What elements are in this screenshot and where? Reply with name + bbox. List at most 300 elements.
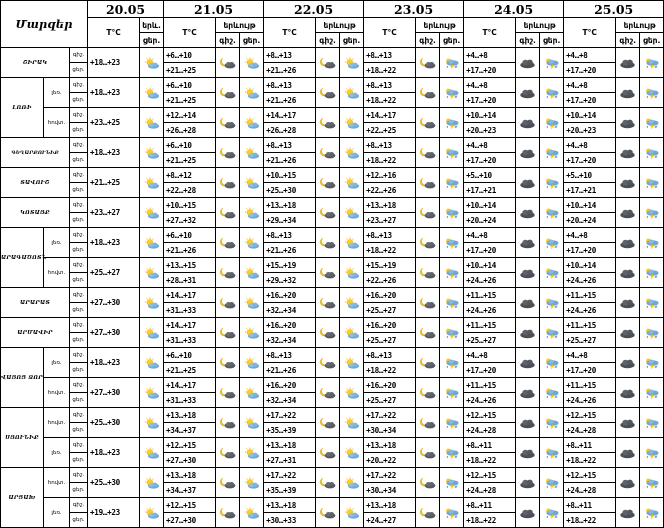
day-weather-icon xyxy=(240,138,264,168)
period-label: ցեր. xyxy=(70,483,88,498)
night-weather-icon xyxy=(516,198,540,228)
temp-range: +8…+12 xyxy=(164,168,216,183)
day-weather-icon xyxy=(340,228,364,258)
temp-range: +21…+25 xyxy=(88,168,140,198)
day-weather-icon xyxy=(640,258,664,288)
temp-range: +31…+33 xyxy=(164,333,216,348)
temp-range: +8…+13 xyxy=(364,48,416,63)
region-name: ՏԱՎՈՒՇ xyxy=(1,168,70,198)
night-weather-icon xyxy=(516,288,540,318)
temp-range: +24…+26 xyxy=(464,393,516,408)
subregion-label: լեռ. xyxy=(44,498,70,528)
temp-range: +22…+26 xyxy=(364,273,416,288)
temp-range: +4…+8 xyxy=(564,48,616,63)
temp-range: +13…+18 xyxy=(164,468,216,483)
temp-range: +34…+37 xyxy=(164,423,216,438)
day-weather-icon xyxy=(340,378,364,408)
night-weather-icon xyxy=(216,408,240,438)
temp-range: +17…+20 xyxy=(464,153,516,168)
temp-range: +12…+14 xyxy=(164,108,216,123)
temp-range: +10…+14 xyxy=(464,258,516,273)
day-weather-icon xyxy=(440,438,464,468)
day-weather-icon xyxy=(440,408,464,438)
temp-range: +25…+27 xyxy=(364,393,416,408)
period-label: գիշ. xyxy=(70,138,88,153)
day-weather-icon xyxy=(540,498,564,528)
weather-icon xyxy=(140,258,164,288)
day-weather-icon xyxy=(240,378,264,408)
night-weather-icon xyxy=(316,378,340,408)
weather-icon xyxy=(140,48,164,78)
temp-range: +21…+26 xyxy=(264,93,316,108)
temp-range: +15…+19 xyxy=(364,258,416,273)
period-label: գիշ. xyxy=(70,198,88,213)
day-weather-icon xyxy=(340,78,364,108)
temp-range: +20…+22 xyxy=(364,453,416,468)
night-weather-icon xyxy=(216,138,240,168)
temp-range: +19…+23 xyxy=(88,498,140,528)
night-header: գիշ. xyxy=(416,33,440,48)
day-weather-icon xyxy=(640,288,664,318)
date-3: 23.05 xyxy=(364,1,464,18)
temp-range: +11…+15 xyxy=(564,318,616,333)
temp-range: +18…+22 xyxy=(364,63,416,78)
table-row xyxy=(1,48,664,63)
temp-range: +26…+28 xyxy=(164,123,216,138)
temp-header: T°C xyxy=(88,18,140,48)
temp-range: +8…+11 xyxy=(464,498,516,513)
temp-range: +17…+21 xyxy=(564,183,616,198)
regions-header: Մարզեր xyxy=(1,1,88,48)
day-weather-icon xyxy=(640,198,664,228)
table-row xyxy=(1,288,664,303)
temp-range: +4…+8 xyxy=(464,78,516,93)
temp-range: +35…+39 xyxy=(264,423,316,438)
day-weather-icon xyxy=(440,288,464,318)
temp-range: +13…+18 xyxy=(264,198,316,213)
temp-range: +21…+26 xyxy=(264,63,316,78)
night-weather-icon xyxy=(316,78,340,108)
day-weather-icon xyxy=(340,108,364,138)
day-header: ցեր. xyxy=(540,33,564,48)
temp-range: +21…+26 xyxy=(264,153,316,168)
subregion-label: հովտ. xyxy=(44,108,70,138)
temp-range: +8…+13 xyxy=(264,78,316,93)
night-weather-icon xyxy=(616,498,640,528)
region-name: ՇԻՐԱԿ xyxy=(1,48,70,78)
night-weather-icon xyxy=(616,228,640,258)
day-weather-icon xyxy=(240,108,264,138)
temp-range: +8…+13 xyxy=(264,138,316,153)
day-weather-icon xyxy=(240,198,264,228)
period-label: գիշ. xyxy=(70,48,88,63)
temp-range: +17…+20 xyxy=(464,363,516,378)
temp-range: +4…+8 xyxy=(564,228,616,243)
table-row xyxy=(1,468,664,483)
day-weather-icon xyxy=(240,168,264,198)
temp-range: +17…+20 xyxy=(564,363,616,378)
night-weather-icon xyxy=(616,198,640,228)
weather-icon xyxy=(140,108,164,138)
temp-range: +16…+20 xyxy=(264,288,316,303)
temp-range: +18…+23 xyxy=(88,138,140,168)
night-weather-icon xyxy=(316,228,340,258)
temp-range: +17…+22 xyxy=(364,408,416,423)
night-weather-icon xyxy=(416,498,440,528)
temp-range: +25…+30 xyxy=(264,183,316,198)
day-weather-icon xyxy=(340,288,364,318)
night-weather-icon xyxy=(616,318,640,348)
temp-header: T°C xyxy=(264,18,316,48)
night-weather-icon xyxy=(516,378,540,408)
temp-range: +24…+26 xyxy=(464,303,516,318)
temp-range: +16…+20 xyxy=(364,378,416,393)
table-row xyxy=(1,378,664,393)
temp-range: +17…+21 xyxy=(464,183,516,198)
day-weather-icon xyxy=(440,258,464,288)
day-weather-icon xyxy=(440,48,464,78)
period-label: գիշ. xyxy=(70,318,88,333)
night-weather-icon xyxy=(216,258,240,288)
table-row xyxy=(1,168,664,183)
period-label: ցեր. xyxy=(70,513,88,528)
temp-range: +20…+23 xyxy=(564,123,616,138)
night-weather-icon xyxy=(516,468,540,498)
day-weather-icon xyxy=(340,348,364,378)
day-weather-icon xyxy=(640,438,664,468)
day-header: ցեր. xyxy=(640,33,664,48)
day-weather-icon xyxy=(540,348,564,378)
day-weather-icon xyxy=(440,168,464,198)
temp-range: +6…+10 xyxy=(164,78,216,93)
night-weather-icon xyxy=(516,168,540,198)
day-weather-icon xyxy=(540,438,564,468)
temp-range: +17…+20 xyxy=(464,93,516,108)
temp-range: +13…+18 xyxy=(264,438,316,453)
night-weather-icon xyxy=(316,498,340,528)
temp-range: +18…+22 xyxy=(364,93,416,108)
night-weather-icon xyxy=(416,408,440,438)
temp-range: +18…+22 xyxy=(364,363,416,378)
night-weather-icon xyxy=(316,198,340,228)
weather-icon xyxy=(140,288,164,318)
temp-range: +8…+11 xyxy=(564,498,616,513)
day-weather-icon xyxy=(240,468,264,498)
temp-range: +10…+15 xyxy=(264,168,316,183)
period-label: ցեր. xyxy=(70,423,88,438)
night-weather-icon xyxy=(416,78,440,108)
night-weather-icon xyxy=(316,288,340,318)
day-weather-icon xyxy=(640,78,664,108)
temp-range: +8…+13 xyxy=(264,48,316,63)
night-weather-icon xyxy=(316,438,340,468)
temp-range: +22…+26 xyxy=(364,183,416,198)
temp-range: +6…+10 xyxy=(164,348,216,363)
temp-range: +14…+17 xyxy=(264,108,316,123)
night-weather-icon xyxy=(416,438,440,468)
temp-range: +18…+22 xyxy=(464,513,516,528)
temp-range: +18…+23 xyxy=(88,48,140,78)
temp-range: +30…+34 xyxy=(364,423,416,438)
temp-range: +10…+14 xyxy=(564,198,616,213)
period-label: գիշ. xyxy=(70,408,88,423)
period-label: գիշ. xyxy=(70,108,88,123)
day-weather-icon xyxy=(540,468,564,498)
weather-icon xyxy=(140,78,164,108)
temp-range: +16…+20 xyxy=(264,378,316,393)
night-weather-icon xyxy=(216,378,240,408)
day-weather-icon xyxy=(640,228,664,258)
temp-range: +31…+33 xyxy=(164,393,216,408)
night-weather-icon xyxy=(616,78,640,108)
weather-icon xyxy=(140,438,164,468)
temp-range: +20…+24 xyxy=(564,213,616,228)
weather-icon xyxy=(140,228,164,258)
temp-range: +8…+13 xyxy=(364,228,416,243)
night-weather-icon xyxy=(416,228,440,258)
period-label: ցեր. xyxy=(70,273,88,288)
date-5: 25.05 xyxy=(564,1,664,18)
night-weather-icon xyxy=(216,228,240,258)
day-weather-icon xyxy=(240,348,264,378)
night-weather-icon xyxy=(516,228,540,258)
night-weather-icon xyxy=(216,318,240,348)
night-weather-icon xyxy=(316,408,340,438)
night-weather-icon xyxy=(616,258,640,288)
weather-icon xyxy=(140,408,164,438)
period-label: ցեր. xyxy=(70,213,88,228)
temp-range: +12…+16 xyxy=(364,168,416,183)
temp-range: +11…+15 xyxy=(564,378,616,393)
night-weather-icon xyxy=(216,288,240,318)
date-2: 22.05 xyxy=(264,1,364,18)
temp-range: +21…+26 xyxy=(264,243,316,258)
night-weather-icon xyxy=(416,318,440,348)
temp-range: +25…+27 xyxy=(564,333,616,348)
temp-range: +21…+25 xyxy=(164,153,216,168)
temp-range: +14…+17 xyxy=(364,108,416,123)
day-weather-icon xyxy=(240,48,264,78)
day-weather-icon xyxy=(640,168,664,198)
day-weather-icon xyxy=(240,438,264,468)
day-weather-icon xyxy=(540,108,564,138)
day-weather-icon xyxy=(640,378,664,408)
day-weather-icon xyxy=(540,228,564,258)
temp-range: +4…+8 xyxy=(464,138,516,153)
day-weather-icon xyxy=(240,228,264,258)
date-1: 21.05 xyxy=(164,1,264,18)
day-weather-icon xyxy=(340,438,364,468)
day-weather-icon xyxy=(540,168,564,198)
region-name: ԳԵՂԱՐՔՈՒՆԻՔ xyxy=(1,138,70,168)
temp-range: +11…+15 xyxy=(464,378,516,393)
temp-range: +6…+10 xyxy=(164,228,216,243)
temp-range: +24…+28 xyxy=(464,483,516,498)
temp-range: +5…+10 xyxy=(564,168,616,183)
temp-range: +27…+32 xyxy=(164,213,216,228)
temp-range: +18…+22 xyxy=(364,153,416,168)
day-weather-icon xyxy=(540,318,564,348)
day-weather-icon xyxy=(540,288,564,318)
night-header: գիշ. xyxy=(516,33,540,48)
day-weather-icon xyxy=(440,198,464,228)
night-weather-icon xyxy=(316,168,340,198)
period-label: ցեր. xyxy=(70,63,88,78)
night-header: գիշ. xyxy=(316,33,340,48)
day-weather-icon xyxy=(240,498,264,528)
temp-range: +8…+11 xyxy=(464,438,516,453)
period-label: գիշ. xyxy=(70,438,88,453)
table-row xyxy=(1,78,664,93)
day-weather-icon xyxy=(640,48,664,78)
temp-range: +23…+27 xyxy=(88,198,140,228)
temp-range: +30…+34 xyxy=(364,483,416,498)
temp-range: +4…+8 xyxy=(464,348,516,363)
night-weather-icon xyxy=(416,108,440,138)
temp-range: +25…+27 xyxy=(364,333,416,348)
day-weather-icon xyxy=(340,258,364,288)
temp-range: +25…+27 xyxy=(364,303,416,318)
day-weather-icon xyxy=(640,348,664,378)
phen-header: երևույթ xyxy=(516,18,564,33)
night-weather-icon xyxy=(616,108,640,138)
temp-range: +27…+31 xyxy=(264,453,316,468)
temp-range: +21…+26 xyxy=(264,363,316,378)
night-weather-icon xyxy=(216,78,240,108)
temp-range: +25…+30 xyxy=(88,408,140,438)
night-weather-icon xyxy=(516,438,540,468)
day-weather-icon xyxy=(240,408,264,438)
temp-range: +4…+8 xyxy=(464,48,516,63)
night-weather-icon xyxy=(616,138,640,168)
temp-range: +8…+13 xyxy=(264,228,316,243)
night-weather-icon xyxy=(216,348,240,378)
day-weather-icon xyxy=(640,108,664,138)
temp-range: +16…+20 xyxy=(364,288,416,303)
day-weather-icon xyxy=(540,48,564,78)
night-weather-icon xyxy=(616,468,640,498)
temp-range: +10…+14 xyxy=(564,258,616,273)
day-weather-icon xyxy=(440,78,464,108)
temp-range: +20…+23 xyxy=(464,123,516,138)
temp-range: +20…+24 xyxy=(464,213,516,228)
night-weather-icon xyxy=(516,498,540,528)
region-name: ԱՐԱԳԱԾՈՏՆ xyxy=(1,228,44,288)
day-header: ցեր. xyxy=(240,33,264,48)
period-label: գիշ. xyxy=(70,468,88,483)
temp-range: +16…+20 xyxy=(264,318,316,333)
temp-range: +17…+20 xyxy=(564,243,616,258)
subregion-label: հովտ. xyxy=(44,408,70,438)
temp-header: T°C xyxy=(564,18,616,48)
temp-range: +30…+33 xyxy=(264,513,316,528)
night-weather-icon xyxy=(616,408,640,438)
temp-range: +35…+39 xyxy=(264,483,316,498)
day-weather-icon xyxy=(340,138,364,168)
temp-range: +13…+15 xyxy=(164,258,216,273)
region-name: ԱՐՑԱԽ xyxy=(1,468,44,528)
temp-range: +8…+13 xyxy=(364,78,416,93)
period-label: ցեր. xyxy=(70,153,88,168)
temp-range: +18…+23 xyxy=(88,438,140,468)
day-weather-icon xyxy=(540,78,564,108)
temp-range: +4…+8 xyxy=(464,228,516,243)
period-label: ցեր. xyxy=(70,93,88,108)
night-weather-icon xyxy=(616,438,640,468)
temp-range: +27…+30 xyxy=(164,513,216,528)
table-row xyxy=(1,258,664,273)
temp-range: +12…+15 xyxy=(564,408,616,423)
temp-range: +17…+22 xyxy=(264,468,316,483)
temp-range: +27…+30 xyxy=(88,288,140,318)
day-weather-icon xyxy=(540,408,564,438)
weather-icon xyxy=(140,168,164,198)
temp-range: +5…+10 xyxy=(464,168,516,183)
night-weather-icon xyxy=(516,78,540,108)
day-weather-icon xyxy=(440,228,464,258)
table-row xyxy=(1,108,664,123)
temp-range: +15…+19 xyxy=(264,258,316,273)
night-weather-icon xyxy=(516,48,540,78)
region-name: ԱՐՄԱՎԻՐ xyxy=(1,318,70,348)
night-weather-icon xyxy=(616,348,640,378)
temp-range: +25…+27 xyxy=(464,333,516,348)
temp-header: T°C xyxy=(164,18,216,48)
temp-range: +26…+28 xyxy=(264,123,316,138)
night-weather-icon xyxy=(216,48,240,78)
phen-header: երևույթ xyxy=(416,18,464,33)
temp-range: +18…+23 xyxy=(88,78,140,108)
phen-header: երևույթ xyxy=(316,18,364,33)
table-row xyxy=(1,198,664,213)
temp-range: +17…+20 xyxy=(564,63,616,78)
day-header: ցեր. xyxy=(340,33,364,48)
subregion-label: լեռ. xyxy=(44,348,70,378)
day-weather-icon xyxy=(540,378,564,408)
day-weather-icon xyxy=(240,288,264,318)
period-label: ցեր. xyxy=(70,393,88,408)
night-weather-icon xyxy=(516,108,540,138)
temp-range: +18…+22 xyxy=(464,453,516,468)
table-row xyxy=(1,498,664,513)
temp-range: +24…+26 xyxy=(564,273,616,288)
temp-range: +29…+32 xyxy=(264,273,316,288)
day-weather-icon xyxy=(240,318,264,348)
night-weather-icon xyxy=(516,408,540,438)
temp-range: +8…+13 xyxy=(364,138,416,153)
temp-range: +12…+15 xyxy=(164,498,216,513)
night-weather-icon xyxy=(416,288,440,318)
night-weather-icon xyxy=(516,318,540,348)
phen-header-short2: ցեր. xyxy=(140,33,164,48)
period-label: գիշ. xyxy=(70,168,88,183)
temp-range: +24…+27 xyxy=(364,513,416,528)
night-weather-icon xyxy=(616,48,640,78)
temp-range: +8…+13 xyxy=(264,348,316,363)
weather-icon xyxy=(140,138,164,168)
temp-range: +18…+22 xyxy=(564,513,616,528)
night-weather-icon xyxy=(416,48,440,78)
night-weather-icon xyxy=(316,48,340,78)
night-weather-icon xyxy=(616,378,640,408)
day-weather-icon xyxy=(340,48,364,78)
temp-range: +12…+15 xyxy=(164,438,216,453)
temp-range: +17…+22 xyxy=(264,408,316,423)
temp-range: +8…+11 xyxy=(564,438,616,453)
period-label: գիշ. xyxy=(70,288,88,303)
temp-range: +17…+20 xyxy=(564,153,616,168)
temp-range: +23…+25 xyxy=(88,108,140,138)
